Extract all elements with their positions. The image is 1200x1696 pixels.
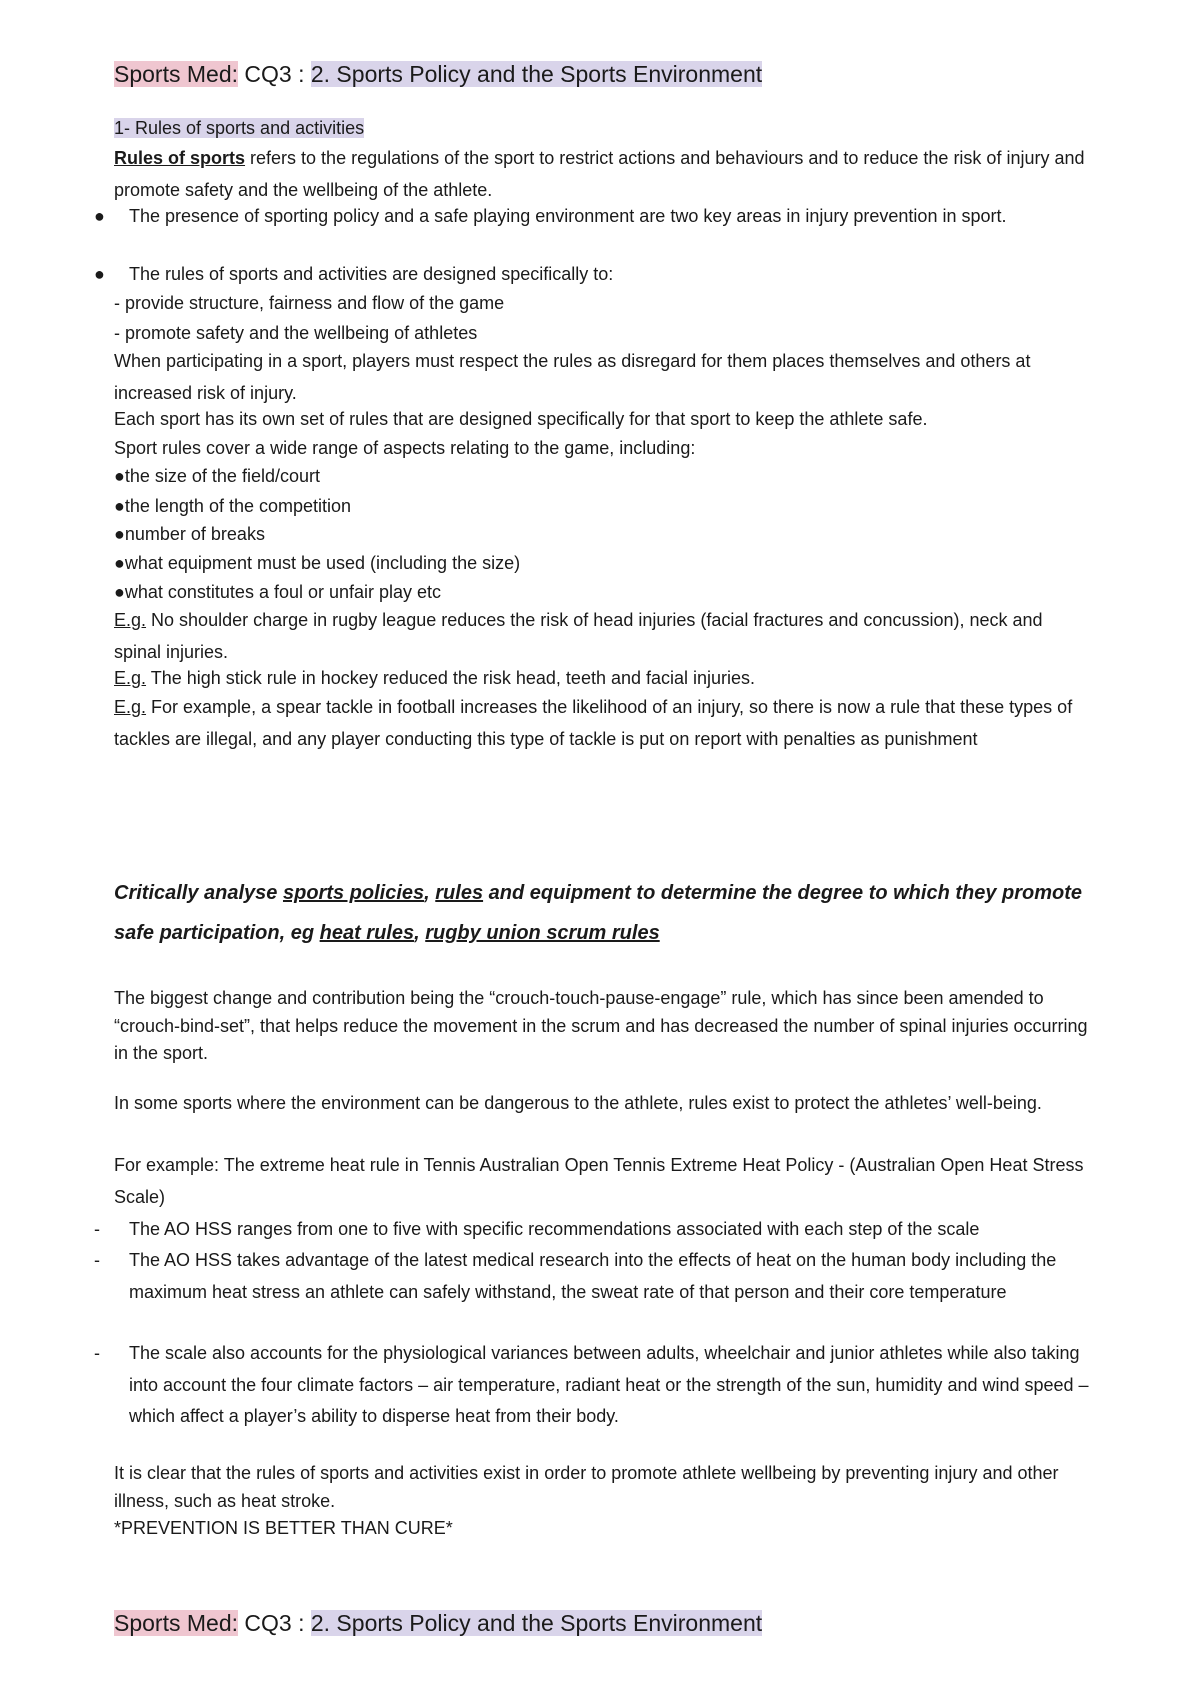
bullet-item: The presence of sporting policy and a safe playing environment are two key areas in injury prevention in sport. xyxy=(129,206,1007,226)
example-paragraph: E.g. For example, a spear tackle in football increases the likelihood of an injury, so there is now a rule that these types of tackles are illegal, and any player conducting this type of tackle is put on report with penalties as punishment xyxy=(114,697,1073,749)
section-subheading: 1- Rules of sports and activities xyxy=(114,118,365,138)
dash-marker: - xyxy=(94,1343,100,1363)
aspect-item: ●what constitutes a foul or unfair play etc xyxy=(114,582,442,602)
example-paragraph: E.g. No shoulder charge in rugby league reduces the risk of head injuries (facial fractures and concussion), neck and spinal injuries. xyxy=(114,610,1043,662)
footer-title: Sports Med: CQ3 : 2. Sports Policy and the Sports Environment xyxy=(114,1610,763,1636)
example-label: E.g. xyxy=(114,610,147,630)
heat-point: The scale also accounts for the physiological variances between adults, wheelchair and junior athletes while also taking into account the four climate factors – air temperature, radiant heat or the strength of the sun, humidity and wind speed – which affect a player’s ability to disperse heat from their body. xyxy=(129,1343,1089,1426)
scrum-paragraph: The biggest change and contribution being the “crouch-touch-pause-engage” rule, which has since been amended to “crouch-bind-set”, that helps reduce the movement in the scrum and has decreased the number of spinal injuries occurring in the sport. xyxy=(114,988,1088,1063)
example-label: E.g. xyxy=(114,668,147,688)
conclusion-paragraph: It is clear that the rules of sports and activities exist in order to promote athlete wellbeing by preventing injury and other illness, such as heat stroke. xyxy=(114,1463,1059,1511)
paragraph: Sport rules cover a wide range of aspects relating to the game, including: xyxy=(114,438,696,458)
example-label: E.g. xyxy=(114,697,147,717)
dash-marker: - xyxy=(94,1219,100,1239)
title-course: Sports Med: xyxy=(114,61,238,87)
purpose-item: - provide structure, fairness and flow of the game xyxy=(114,293,505,313)
paragraph: When participating in a sport, players must respect the rules as disregard for them places themselves and others at increased risk of injury. xyxy=(114,351,1031,403)
bullet-item: The rules of sports and activities are designed specifically to: xyxy=(129,264,614,284)
page-title xyxy=(114,58,762,90)
bullet-icon: ● xyxy=(94,206,105,226)
paragraph: Each sport has its own set of rules that are designed specifically for that sport to keep the athlete safe. xyxy=(114,409,928,429)
title-code: CQ3 : xyxy=(238,61,311,87)
aspect-item: ●the size of the field/court xyxy=(114,466,320,486)
heat-point: The AO HSS ranges from one to five with specific recommendations associated with each step of the scale xyxy=(129,1219,980,1239)
motto: *PREVENTION IS BETTER THAN CURE* xyxy=(114,1518,453,1538)
purpose-item: - promote safety and the wellbeing of athletes xyxy=(114,323,478,343)
heat-point: The AO HSS takes advantage of the latest medical research into the effects of heat on the human body including the maximum heat stress an athlete can safely withstand, the sweat rate of that person and their core temperature xyxy=(129,1250,1057,1302)
definition-paragraph: Rules of sports refers to the regulations of the sport to restrict actions and behaviours and to reduce the risk of injury and promote safety and the wellbeing of the athlete. xyxy=(114,148,1085,200)
dash-marker: - xyxy=(94,1250,100,1270)
definition-term: Rules of sports xyxy=(114,148,246,168)
heat-example: For example: The extreme heat rule in Tennis Australian Open Tennis Extreme Heat Policy - (Australian Open Heat Stress Scale) xyxy=(114,1155,1084,1207)
bullet-icon: ● xyxy=(94,264,105,284)
syllabus-heading: Critically analyse sports policies, rules and equipment to determine the degree to which they promote safe participation, eg heat rules, rugby union scrum rules xyxy=(114,882,1083,944)
heat-intro: In some sports where the environment can be dangerous to the athlete, rules exist to protect the athletes’ well-being. xyxy=(114,1093,1042,1113)
aspect-item: ●number of breaks xyxy=(114,524,265,544)
aspect-item: ●the length of the competition xyxy=(114,496,352,516)
example-paragraph: E.g. The high stick rule in hockey reduced the risk head, teeth and facial injuries. xyxy=(114,668,756,688)
title-topic: 2. Sports Policy and the Sports Environment xyxy=(310,61,763,87)
aspect-item: ●what equipment must be used (including the size) xyxy=(114,553,521,573)
